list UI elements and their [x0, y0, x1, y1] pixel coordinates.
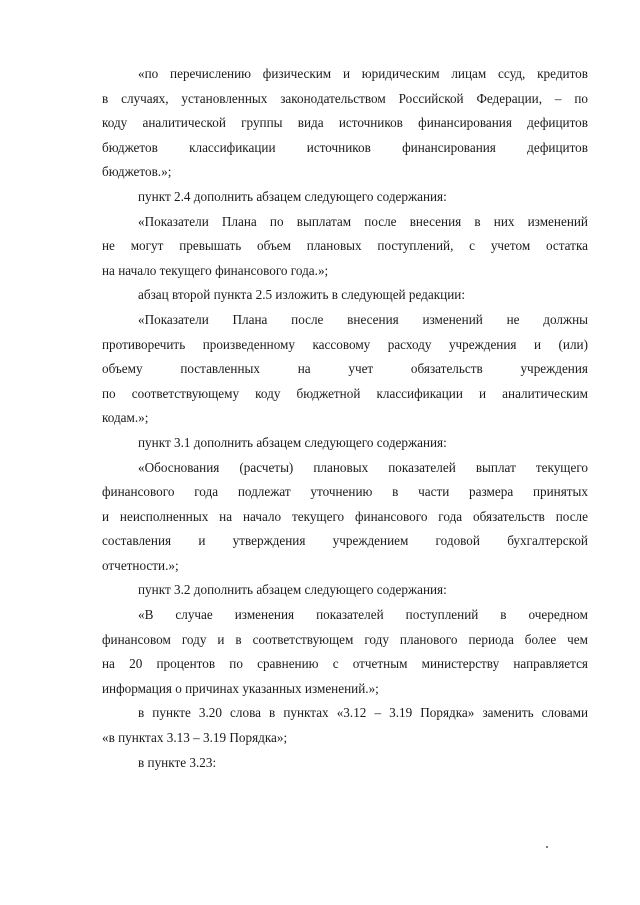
text-line: бюджетов классификации источников финансирования дефицитов: [102, 139, 588, 155]
text-line: объему поставленных на учет обязательств учреждения: [102, 361, 588, 377]
text-line: по соответствующему коду бюджетной классификации и аналитическим: [102, 385, 588, 401]
text-line: «В случае изменения показателей поступлений в очередном: [138, 607, 588, 623]
text-line: пункт 2.4 дополнить абзацем следующего содержания:: [138, 188, 447, 204]
text-line: «Показатели Плана после внесения изменений не должны: [138, 311, 588, 327]
document-body: [102, 62, 588, 775]
text-line: составления и утверждения учреждением годовой бухгалтерской: [102, 533, 588, 549]
scan-speck: [546, 846, 548, 848]
text-line: не могут превышать объем плановых поступлений, с учетом остатка: [102, 238, 588, 254]
text-line: на 20 процентов по сравнению с отчетным министерству направляется: [102, 656, 588, 672]
text-line: бюджетов.»;: [102, 164, 172, 180]
text-line: кодам.»;: [102, 410, 149, 426]
text-line: «Показатели Плана по выплатам после внесения в них изменений: [138, 213, 588, 229]
text-line: абзац второй пункта 2.5 изложить в следующей редакции:: [138, 287, 465, 303]
text-line: «в пунктах 3.13 – 3.19 Порядка»;: [102, 730, 288, 746]
text-line: в пункте 3.20 слова в пунктах «3.12 – 3.19 Порядка» заменить словами: [138, 705, 588, 721]
text-line: коду аналитической группы вида источников финансирования дефицитов: [102, 115, 588, 131]
text-line: информация о причинах указанных изменений.»;: [102, 680, 379, 696]
text-line: «по перечислению физическим и юридическим лицам ссуд, кредитов: [138, 66, 588, 81]
text-line: пункт 3.1 дополнить абзацем следующего содержания:: [138, 434, 447, 450]
text-line: противоречить произведенному кассовому расходу учреждения и (или): [102, 336, 588, 352]
text-line: финансовом году и в соответствующем году планового периода более чем: [102, 631, 588, 647]
text-line: «Обоснования (расчеты) плановых показателей выплат текущего: [138, 459, 588, 475]
text-line: финансового года подлежат уточнению в части размера принятых: [102, 484, 588, 500]
text-line: на начало текущего финансового года.»;: [102, 262, 329, 278]
text-line: отчетности.»;: [102, 557, 179, 573]
text-line: и неисполненных на начало текущего финансового года обязательств после: [102, 508, 588, 524]
text-line: в пункте 3.23:: [138, 754, 217, 770]
text-line: пункт 3.2 дополнить абзацем следующего содержания:: [138, 582, 447, 598]
text-line: в случаях, установленных законодательством Российской Федерации, – по: [102, 90, 588, 106]
